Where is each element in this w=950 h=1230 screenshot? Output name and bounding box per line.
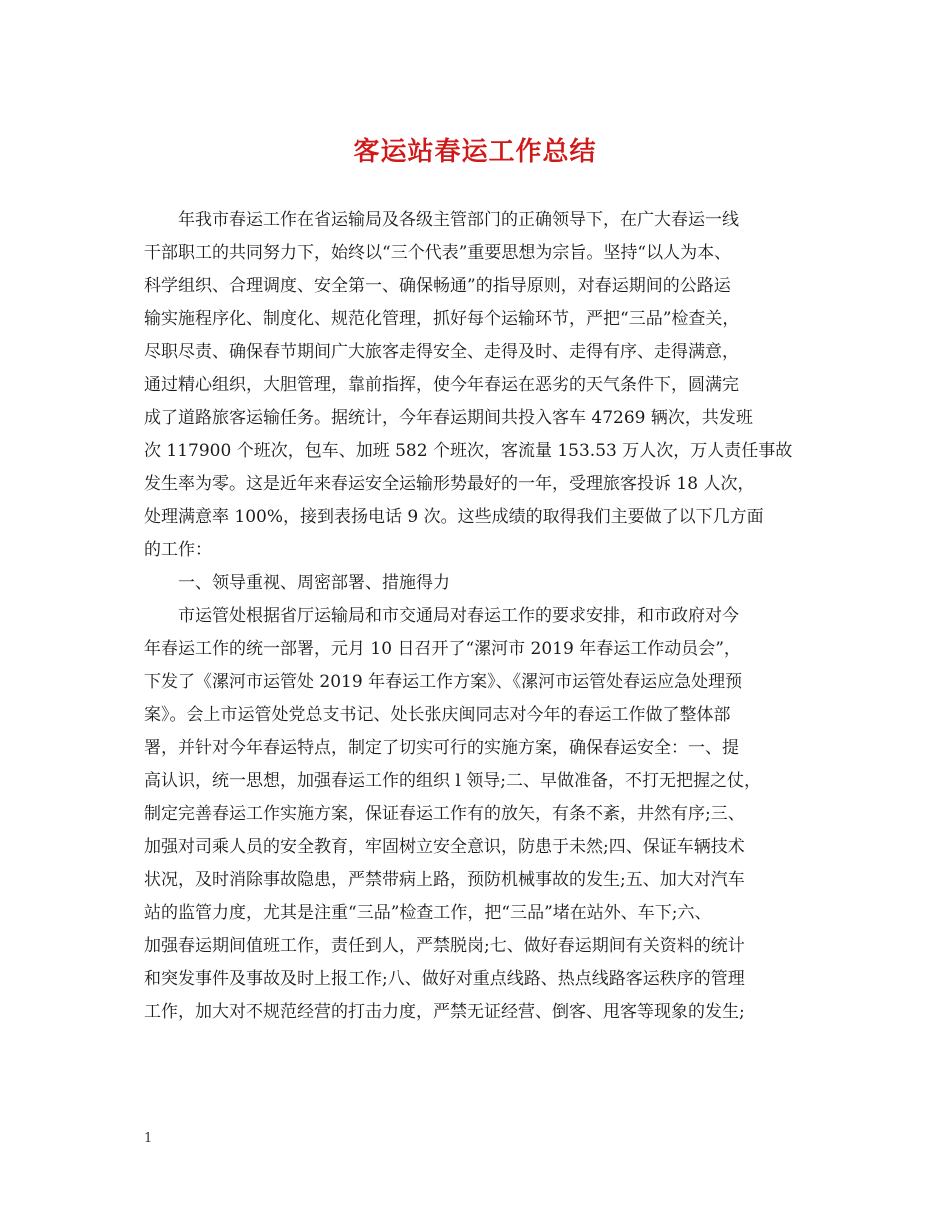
body-text-line: 年我市春运工作在省运输局及各级主管部门的正确领导下，在广大春运一线 xyxy=(178,210,739,230)
body-text-line: 制定完善春运工作实施方案，保证春运工作有的放矢，有条不紊，井然有序;三、 xyxy=(144,804,745,824)
body-text-line: 高认识，统一思想，加强春运工作的组织 l 领导;二、早做准备，不打无把握之仗， xyxy=(144,771,761,791)
body-text-line: 署，并针对今年春运特点，制定了切实可行的实施方案，确保春运安全：一、提 xyxy=(144,738,739,758)
body-text-line: 加强对司乘人员的安全教育，牢固树立安全意识，防患于未然;四、保证车辆技术 xyxy=(144,837,745,857)
body-text-line: 干部职工的共同努力下，始终以“三个代表”重要思想为宗旨。坚持“以人为本、 xyxy=(144,243,732,263)
body-text-line: 和突发事件及事故及时上报工作;八、做好对重点线路、热点线路客运秩序的管理 xyxy=(144,969,745,989)
body-text-line: 次 117900 个班次，包车、加班 582 个班次，客流量 153.53 万人次，万人责任事故 xyxy=(144,441,793,461)
body-text-line: 成了道路旅客运输任务。据统计，今年春运期间共投入客车 47269 辆次，共发班 xyxy=(144,408,753,428)
body-text-line: 尽职尽责、确保春节期间广大旅客走得安全、走得及时、走得有序、走得满意， xyxy=(144,342,739,362)
body-text-line: 年春运工作的统一部署，元月 10 日召开了“漯河市 2019 年春运工作动员会”， xyxy=(144,639,741,659)
body-text-line: 的工作： xyxy=(144,540,212,560)
document-body xyxy=(144,204,808,1029)
body-text-line: 加强春运期间值班工作，责任到人，严禁脱岗;七、做好春运期间有关资料的统计 xyxy=(144,936,745,956)
body-text-line: 发生率为零。这是近年来春运安全运输形势最好的一年，受理旅客投诉 18 人次， xyxy=(144,474,755,494)
body-text-line: 市运管处根据省厅运输局和市交通局对春运工作的要求安排，和市政府对今 xyxy=(178,606,739,626)
body-text-line: 站的监管力度，尤其是注重“三品”检查工作，把“三品”堵在站外、车下;六、 xyxy=(144,903,712,923)
body-text-line: 下发了《漯河市运管处 2019 年春运工作方案》、《漯河市运管处春运应急处理预 xyxy=(144,672,743,692)
page-number: 1 xyxy=(144,1131,153,1146)
body-text-line: 处理满意率 100%，接到表扬电话 9 次。这些成绩的取得我们主要做了以下几方面 xyxy=(144,507,764,527)
document-title: 客运站春运工作总结 xyxy=(353,137,597,167)
body-text-line: 通过精心组织，大胆管理，靠前指挥，使今年春运在恶劣的天气条件下，圆满完 xyxy=(144,375,739,395)
body-text-line: 一、领导重视、周密部署、措施得力 xyxy=(178,573,450,593)
body-text-line: 科学组织、合理调度、安全第一、确保畅通”的指导原则，对春运期间的公路运 xyxy=(144,276,731,296)
body-text-line: 输实施程序化、制度化、规范化管理，抓好每个运输环节，严把“三品”检查关， xyxy=(144,309,740,329)
body-text-line: 状况，及时消除事故隐患，严禁带病上路，预防机械事故的发生;五、加大对汽车 xyxy=(144,870,745,890)
body-text-line: 案》。会上市运管处党总支书记、处长张庆闽同志对今年的春运工作做了整体部 xyxy=(144,705,731,725)
body-text-line: 工作，加大对不规范经营的打击力度，严禁无证经营、倒客、甩客等现象的发生; xyxy=(144,1002,745,1022)
